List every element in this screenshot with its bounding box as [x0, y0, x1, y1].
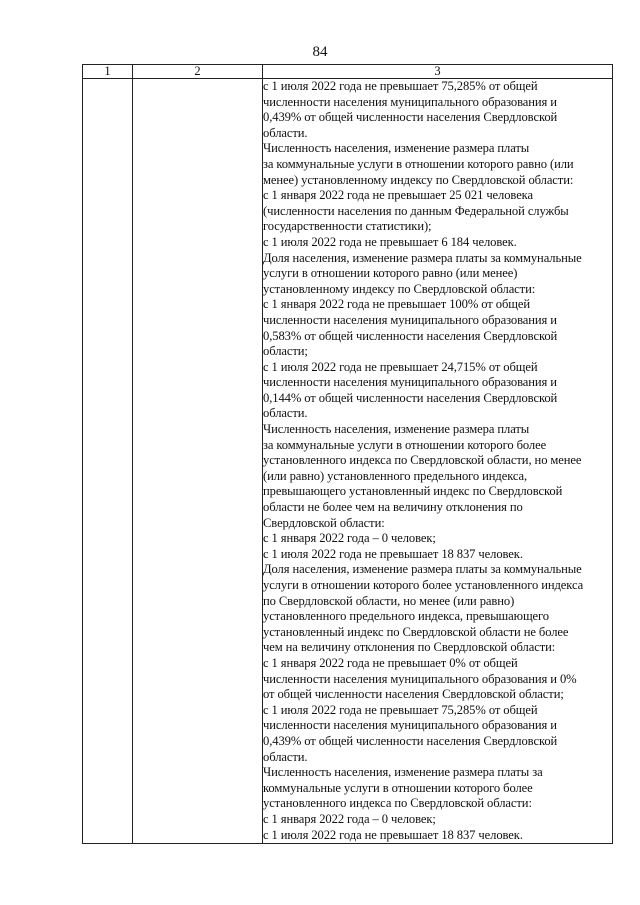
paragraph: с 1 июля 2022 года не превышает 75,285% от общей численности населения муниципального образования и 0,439% от общей численности населения Свердловской области.: [263, 702, 558, 764]
header-col-3: 3: [263, 65, 613, 79]
document-table: [82, 64, 613, 844]
paragraph: Численность населения, изменение размера платы за коммунальные услуги в отношении которого более установленного индекса по Свердловской области:: [263, 765, 543, 811]
table-row: [83, 79, 613, 844]
paragraph: с 1 июля 2022 года не превышает 6 184 человек.: [263, 234, 517, 249]
paragraph: с 1 июля 2022 года не превышает 75,285% от общей численности населения муниципального образования и 0,439% от общей численности населения Свердловской области.: [263, 79, 558, 140]
page-number: 84: [312, 44, 328, 60]
paragraph: Доля населения, изменение размера платы за коммунальные услуги в отношении которого более установленного индекса по Свердловской области, но менее (или равно) установленного предельного индекса, превышающего установленный индекс по Свердловской области не более чем на величину отклонения по Свердловской области:: [263, 562, 584, 655]
paragraph: Численность населения, изменение размера платы за коммунальные услуги в отношении которого более установленного индекса по Свердловской области, но менее (или равно) установленного предельного индекса, превышающего установленный индекс по Свердловской области не более чем на величину отклонения по Свердловской области:: [263, 422, 582, 530]
cell-col-1: [83, 79, 133, 844]
paragraph: с 1 июля 2022 года не превышает 18 837 человек.: [263, 546, 523, 561]
paragraph: с 1 января 2022 года не превышает 0% от общей численности населения муниципального образования и 0% от общей численности населения Свердловской области;: [263, 655, 577, 702]
paragraph: с 1 июля 2022 года не превышает 24,715% от общей численности населения муниципального образования и 0,144% от общей численности населения Свердловской области.: [263, 359, 558, 421]
paragraph: с 1 января 2022 года – 0 человек;: [263, 811, 436, 826]
table-header-row: [83, 65, 613, 79]
cell-col-2: [133, 79, 263, 844]
paragraph: с 1 января 2022 года не превышает 25 021 человека (численности населения по данным Федеральной службы государственности статистики);: [263, 188, 569, 234]
paragraph: Численность населения, изменение размера платы за коммунальные услуги в отношении которого равно (или менее) установленному индексу по Свердловской области:: [263, 141, 574, 187]
header-col-1: 1: [83, 65, 133, 79]
paragraph: с 1 января 2022 года не превышает 100% от общей численности населения муниципального образования и 0,583% от общей численности населения Свердловской области;: [263, 297, 558, 359]
paragraph: Доля населения, изменение размера платы за коммунальные услуги в отношении которого равно (или менее) установленному индексу по Свердловской области:: [263, 250, 582, 296]
header-col-2: 2: [133, 65, 263, 79]
paragraph: с 1 января 2022 года – 0 человек;: [263, 531, 436, 546]
paragraph: с 1 июля 2022 года не превышает 18 837 человек.: [263, 827, 523, 842]
cell-col-3: [263, 79, 613, 844]
